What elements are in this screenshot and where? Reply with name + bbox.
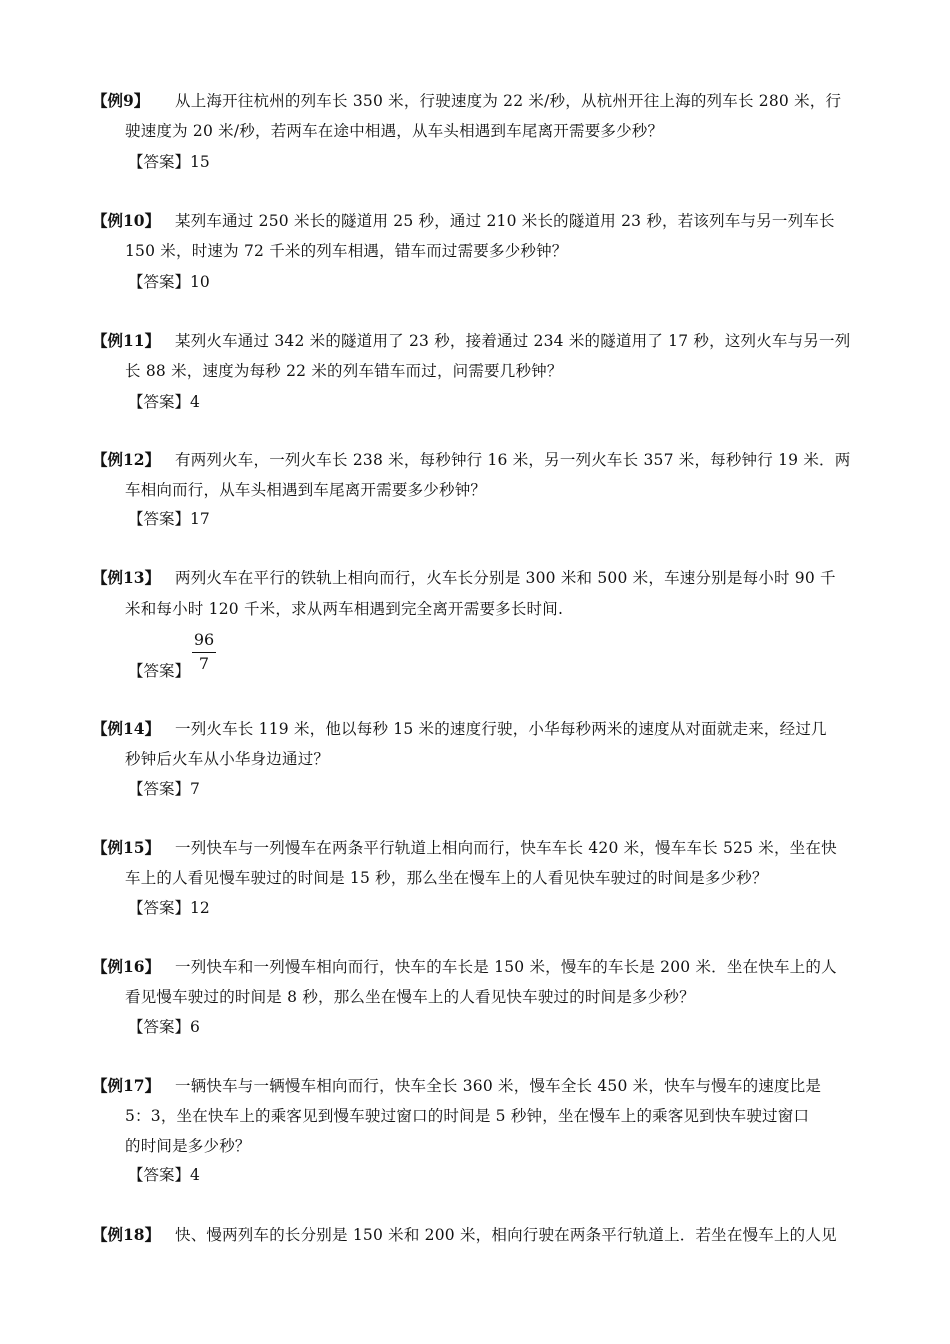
answer-row: [128, 509, 210, 529]
problem-label: 【例16】: [92, 957, 161, 976]
problem-label: 【例9】: [92, 91, 150, 110]
answer-row: [128, 1165, 200, 1185]
answer-row: [128, 152, 210, 172]
problem-text-line: 一列快车和一列慢车相向而行，快车的车长是 150 米，慢车的车长是 200 米．坐在快车上的人: [175, 958, 837, 976]
problem-text-line: 快、慢两列车的长分别是 150 米和 200 米，相向行驶在两条平行轨道上．若坐在慢车上的人见: [175, 1226, 837, 1244]
answer-label: 【答案】: [128, 273, 191, 291]
problem-label: 【例17】: [92, 1076, 161, 1095]
problem-label: 【例11】: [92, 331, 161, 350]
problem-label: 【例14】: [92, 719, 161, 738]
problem-text-line: 米和每小时 120 千米，求从两车相遇到完全离开需要多长时间.: [125, 600, 564, 618]
problem-text-line: 一列火车长 119 米，他以每秒 15 米的速度行驶，小华每秒两米的速度从对面就走来，经过几: [175, 720, 827, 738]
answer-row: [128, 779, 200, 799]
problem-text-line: 驶速度为 20 米/秒，若两车在途中相遇，从车头相遇到车尾离开需要多少秒？: [125, 122, 664, 140]
problem-text-line: 的时间是多少秒？: [125, 1137, 251, 1155]
answer-label: 【答案】: [128, 1166, 191, 1184]
problem-text-line: 有两列火车，一列火车长 238 米，每秒钟行 16 米，另一列火车长 357 米，每秒钟行 19 米．两: [175, 451, 851, 469]
problem-text-line: 看见慢车驶过的时间是 8 秒，那么坐在慢车上的人看见快车驶过的时间是多少秒？: [125, 988, 695, 1006]
problem-label: 【例12】: [92, 450, 161, 469]
answer-value: 17: [190, 510, 210, 528]
problem-text-line: 一列快车与一列慢车在两条平行轨道上相向而行，快车车长 420 米，慢车车长 525 米，坐在快: [175, 839, 837, 857]
answer-row: [128, 392, 200, 412]
answer-value: 7: [190, 780, 200, 798]
answer-row: [128, 1017, 200, 1037]
problem-text-line: 长 88 米，速度为每秒 22 米的列车错车而过，问需要几秒钟？: [125, 362, 563, 380]
problem-text-line: 秒钟后火车从小华身边通过？: [125, 750, 330, 768]
problem-text-line: 两列火车在平行的铁轨上相向而行，火车长分别是 300 米和 500 米，车速分别是每小时 90 千: [175, 569, 836, 587]
answer-value: 4: [190, 1166, 200, 1184]
fraction-denominator: 7: [198, 654, 210, 673]
problem-label: 【例18】: [92, 1225, 161, 1244]
problem-label: 【例13】: [92, 568, 161, 587]
answer-label: 【答案】: [128, 510, 191, 528]
answer-value: 15: [190, 153, 210, 171]
answer-label: 【答案】: [128, 1018, 191, 1036]
answer-label: 【答案】: [128, 899, 191, 917]
problem-text-line: 150 米，时速为 72 千米的列车相遇，错车而过需要多少秒钟？: [125, 242, 568, 260]
answer-value: 10: [190, 273, 210, 291]
answer-label: 【答案】: [128, 662, 191, 680]
fraction-bar: [192, 652, 216, 653]
answer-value: 4: [190, 393, 200, 411]
problem-text-line: 某列车通过 250 米长的隧道用 25 秒，通过 210 米长的隧道用 23 秒，若该列车与另一列车长: [175, 212, 835, 230]
problem-text-line: 5：3，坐在快车上的乘客见到慢车驶过窗口的时间是 5 秒钟，坐在慢车上的乘客见到快车驶过窗口: [125, 1107, 810, 1125]
problem-text-line: 车相向而行，从车头相遇到车尾离开需要多少秒钟？: [125, 481, 487, 499]
problem-label: 【例10】: [92, 211, 161, 230]
answer-row: [128, 272, 210, 292]
problem-text-line: 车上的人看见慢车驶过的时间是 15 秒，那么坐在慢车上的人看见快车驶过的时间是多少秒？: [125, 869, 768, 887]
answer-label: 【答案】: [128, 393, 191, 411]
answer-fraction: [191, 630, 217, 674]
fraction-numerator: 96: [193, 630, 215, 649]
problem-text-line: 从上海开往杭州的列车长 350 米，行驶速度为 22 米/秒，从杭州开往上海的列车长 280 米，行: [175, 92, 842, 110]
answer-row: [128, 898, 210, 918]
problem-text-line: 一辆快车与一辆慢车相向而行，快车全长 360 米，慢车全长 450 米，快车与慢车的速度比是: [175, 1077, 822, 1095]
answer-label: 【答案】: [128, 153, 191, 171]
answer-value: 6: [190, 1018, 200, 1036]
problem-text-line: 某列火车通过 342 米的隧道用了 23 秒，接着通过 234 米的隧道用了 17 秒，这列火车与另一列: [175, 332, 851, 350]
problem-label: 【例15】: [92, 838, 161, 857]
answer-value: 12: [190, 899, 210, 917]
answer-label: 【答案】: [128, 780, 191, 798]
